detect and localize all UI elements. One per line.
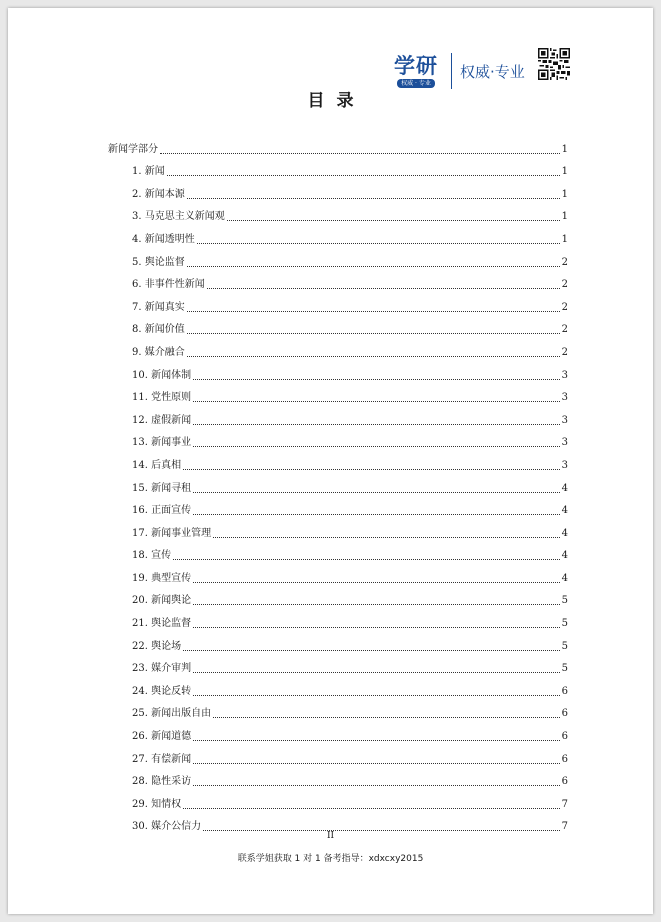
toc-entry-label: 10. 新闻体制	[132, 369, 192, 381]
toc-entry[interactable]	[108, 382, 568, 405]
toc-entry-page: 1	[561, 143, 568, 155]
toc-dot-leader	[193, 513, 560, 515]
toc-entry-page: 1	[561, 233, 568, 245]
toc-entry[interactable]	[108, 314, 568, 337]
toc-entry-page: 4	[561, 550, 568, 562]
toc-entry-page: 3	[561, 369, 568, 381]
toc-dot-leader	[183, 468, 560, 470]
toc-entry-page: 1	[561, 166, 568, 178]
logo-main-text: 学研	[394, 54, 438, 78]
toc-entry[interactable]	[108, 178, 568, 201]
toc-dot-leader	[213, 716, 560, 718]
toc-entry-page: 4	[561, 505, 568, 517]
toc-entry-page: 4	[561, 527, 568, 539]
toc-entry[interactable]	[108, 675, 568, 698]
toc-entry-label: 25. 新闻出版自由	[132, 708, 212, 720]
toc-dot-leader	[213, 536, 560, 538]
toc-dot-leader	[193, 491, 560, 493]
toc-entry[interactable]	[108, 788, 568, 811]
toc-dot-leader	[193, 694, 560, 696]
toc-dot-leader	[187, 197, 560, 199]
toc-dot-leader	[193, 671, 560, 673]
toc-entry-page: 6	[561, 753, 568, 765]
toc-entry-page: 1	[561, 211, 568, 223]
page-title: 目录	[307, 91, 366, 111]
toc-dot-leader	[193, 762, 560, 764]
toc-entry-page: 7	[561, 798, 568, 810]
toc-entry[interactable]	[108, 156, 568, 179]
toc-entry-label: 29. 知情权	[132, 798, 182, 810]
toc-entry-label: 4. 新闻透明性	[132, 233, 195, 245]
toc-entry-label: 24. 舆论反转	[132, 685, 192, 697]
toc-entry[interactable]	[108, 517, 568, 540]
toc-entry-label: 19. 典型宣传	[132, 572, 192, 584]
toc-entry-page: 5	[561, 663, 568, 675]
logo-sub-text: 权威 · 专业	[397, 79, 435, 88]
toc-dot-leader	[193, 603, 560, 605]
toc-dot-leader	[193, 400, 560, 402]
toc-entry-label: 17. 新闻事业管理	[132, 527, 212, 539]
toc-entry-label: 2. 新闻本源	[132, 188, 185, 200]
toc-entry[interactable]	[108, 201, 568, 224]
toc-entry-label: 3. 马克思主义新闻观	[132, 211, 225, 223]
toc-dot-leader	[197, 242, 560, 244]
toc-dot-leader	[193, 445, 560, 447]
toc-dot-leader	[187, 332, 560, 334]
toc-entry[interactable]	[108, 359, 568, 382]
toc-entry-label: 8. 新闻价值	[132, 324, 185, 336]
toc-entry[interactable]	[108, 291, 568, 314]
toc-entry-label: 5. 舆论监督	[132, 256, 185, 268]
toc-entry-page: 7	[561, 821, 568, 833]
toc-entry-page: 6	[561, 776, 568, 788]
toc-entry-page: 3	[561, 392, 568, 404]
toc-dot-leader	[193, 626, 560, 628]
toc-entry-page: 2	[561, 279, 568, 291]
toc-dot-leader	[183, 807, 560, 809]
toc-entry-page: 4	[561, 572, 568, 584]
toc-entry-label: 1. 新闻	[132, 166, 165, 178]
toc-entry-page: 5	[561, 618, 568, 630]
logo-slogan: 权威·专业	[460, 62, 525, 81]
toc-entry[interactable]	[108, 223, 568, 246]
toc-entry-page: 5	[561, 595, 568, 607]
toc-entry[interactable]	[108, 472, 568, 495]
toc-entry-page: 6	[561, 685, 568, 697]
toc-entry[interactable]	[108, 720, 568, 743]
toc-entry[interactable]	[108, 766, 568, 789]
logo-mark	[391, 54, 441, 88]
document-page	[8, 8, 653, 914]
toc-entry-label: 15. 新闻寻租	[132, 482, 192, 494]
toc-entry-label: 26. 新闻道德	[132, 731, 192, 743]
toc-entry[interactable]	[108, 269, 568, 292]
table-of-contents	[108, 133, 568, 833]
toc-entry[interactable]	[108, 562, 568, 585]
toc-entry-page: 2	[561, 346, 568, 358]
toc-entry-page: 5	[561, 640, 568, 652]
toc-dot-leader	[227, 219, 560, 221]
toc-dot-leader	[193, 423, 560, 425]
toc-entry-label: 21. 舆论监督	[132, 618, 192, 630]
toc-entry[interactable]	[108, 607, 568, 630]
toc-entry-label: 30. 媒介公信力	[132, 821, 202, 833]
toc-entry-label: 22. 舆论场	[132, 640, 182, 652]
qr-code-icon	[538, 48, 570, 80]
toc-dot-leader	[187, 310, 560, 312]
toc-entry-page: 3	[561, 459, 568, 471]
toc-entry-label: 11. 党性原则	[132, 392, 192, 404]
toc-entry-label: 7. 新闻真实	[132, 301, 185, 313]
toc-entry-label: 18. 宣传	[132, 550, 172, 562]
toc-entry-label: 23. 媒介审判	[132, 663, 192, 675]
toc-entry-label: 13. 新闻事业	[132, 437, 192, 449]
toc-entry[interactable]	[108, 495, 568, 518]
toc-entry[interactable]	[108, 630, 568, 653]
toc-entry-page: 1	[561, 188, 568, 200]
toc-dot-leader	[167, 174, 560, 176]
footer-note: 联系学姐获取 1 对 1 备考指导：xdxcxy2015	[237, 854, 424, 864]
toc-entry[interactable]	[108, 653, 568, 676]
toc-dot-leader	[173, 558, 560, 560]
toc-entry-page: 4	[561, 482, 568, 494]
toc-entry-label: 9. 媒介融合	[132, 346, 185, 358]
toc-entry[interactable]	[108, 585, 568, 608]
toc-entry[interactable]	[108, 540, 568, 563]
toc-entry[interactable]	[108, 427, 568, 450]
toc-dot-leader	[160, 152, 560, 154]
logo-divider	[451, 53, 452, 89]
toc-entry-label: 新闻学部分	[108, 143, 158, 155]
toc-dot-leader	[183, 649, 560, 651]
toc-entry-label: 28. 隐性采访	[132, 776, 192, 788]
toc-entry-page: 6	[561, 731, 568, 743]
toc-entry[interactable]	[108, 698, 568, 721]
toc-dot-leader	[193, 784, 560, 786]
toc-section-entry[interactable]	[108, 133, 568, 156]
toc-entry[interactable]	[108, 246, 568, 269]
toc-entry-page: 3	[561, 414, 568, 426]
toc-entry-label: 16. 正面宣传	[132, 505, 192, 517]
toc-entry[interactable]	[108, 336, 568, 359]
toc-entry[interactable]	[108, 449, 568, 472]
toc-dot-leader	[193, 739, 560, 741]
toc-entry-page: 3	[561, 437, 568, 449]
toc-dot-leader	[193, 581, 560, 583]
toc-entry-page: 6	[561, 708, 568, 720]
toc-entry-label: 14. 后真相	[132, 459, 182, 471]
toc-dot-leader	[187, 355, 560, 357]
toc-entry-page: 2	[561, 256, 568, 268]
toc-dot-leader	[187, 265, 560, 267]
toc-dot-leader	[193, 378, 560, 380]
page-number: II	[326, 831, 335, 841]
toc-entry[interactable]	[108, 404, 568, 427]
toc-entry-page: 2	[561, 301, 568, 313]
toc-entry[interactable]	[108, 743, 568, 766]
toc-dot-leader	[207, 287, 560, 289]
toc-entry-label: 6. 非事件性新闻	[132, 279, 205, 291]
toc-entry-page: 2	[561, 324, 568, 336]
toc-entry-label: 27. 有偿新闻	[132, 753, 192, 765]
toc-entry-label: 12. 虚假新闻	[132, 414, 192, 426]
toc-entry-label: 20. 新闻舆论	[132, 595, 192, 607]
